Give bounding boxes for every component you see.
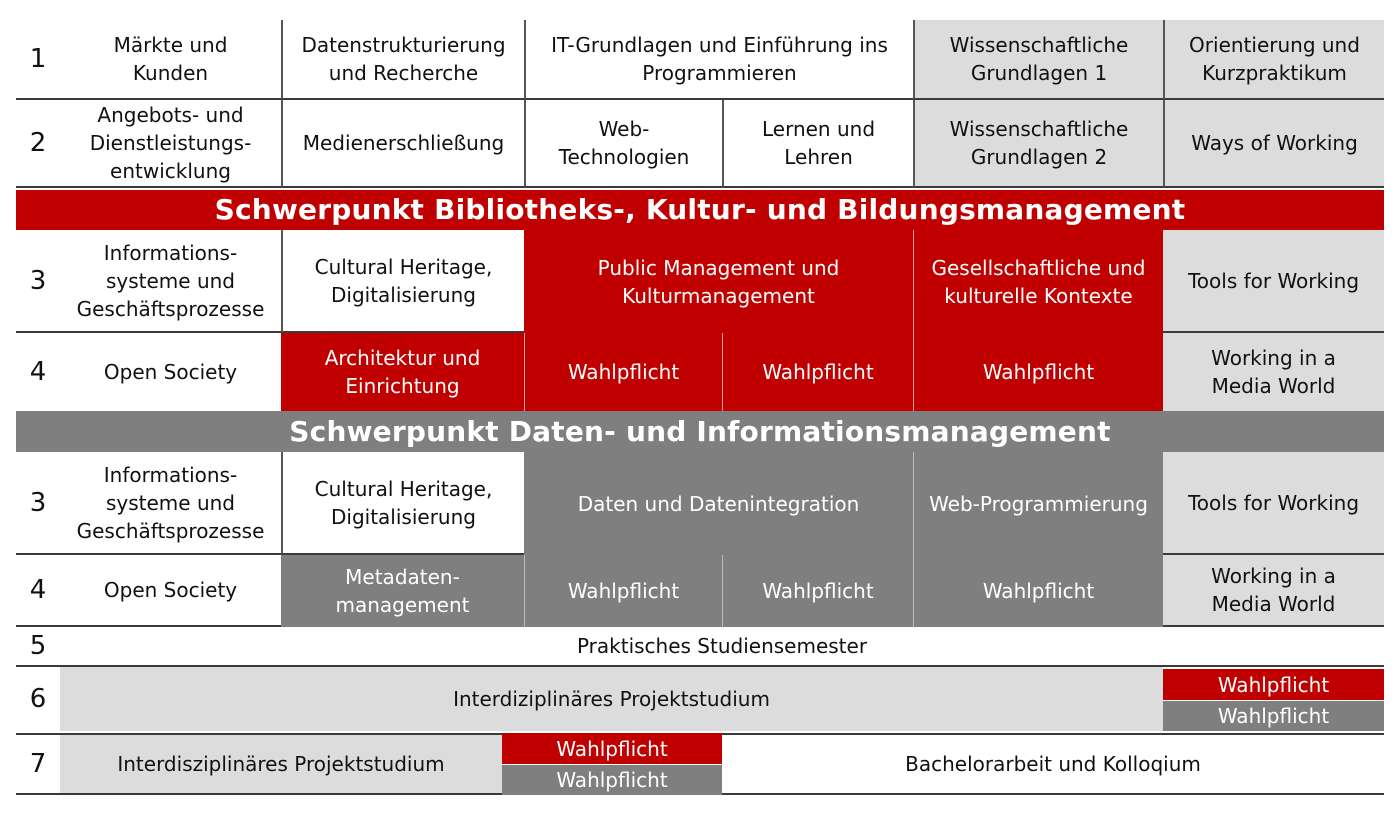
module-open-society: Open Society — [60, 333, 281, 411]
module-wahlpflicht: Wahlpflicht — [722, 333, 913, 411]
section-header-datenmanagement: Schwerpunkt Daten- und Informationsmanagement — [16, 411, 1384, 452]
module-architektur: Architektur und Einrichtung — [281, 333, 524, 411]
module-wahlpflicht: Wahlpflicht — [1163, 701, 1384, 731]
module-cultural-heritage: Cultural Heritage, Digitalisierung — [281, 230, 524, 333]
semester-number: 4 — [16, 555, 60, 627]
module-open-society: Open Society — [60, 555, 281, 627]
module-ways-of-working: Ways of Working — [1163, 100, 1384, 188]
module-wissenschaftliche-grundlagen-2: Wissenschaftliche Grundlagen 2 — [913, 100, 1163, 188]
module-metadatenmanagement: Metadaten- management — [281, 555, 524, 627]
module-projektstudium: Interdisziplinäres Projektstudium — [60, 733, 502, 795]
module-wahlpflicht: Wahlpflicht — [722, 555, 913, 627]
module-tools-for-working: Tools for Working — [1163, 230, 1384, 333]
module-wahlpflicht: Wahlpflicht — [913, 333, 1163, 411]
module-wahlpflicht: Wahlpflicht — [502, 733, 722, 764]
module-web-programmierung: Web-Programmierung — [913, 452, 1163, 555]
module-wahlpflicht: Wahlpflicht — [913, 555, 1163, 627]
module-public-management: Public Management und Kulturmanagement — [524, 230, 913, 333]
module-tools-for-working: Tools for Working — [1163, 452, 1384, 555]
section-header-bibliotheksmanagement: Schwerpunkt Bibliotheks-, Kultur- und Bildungsmanagement — [16, 190, 1384, 230]
module-medienerschliessung: Medienerschließung — [281, 100, 524, 188]
semester-number: 3 — [16, 230, 60, 333]
module-lernen-und-lehren: Lernen und Lehren — [722, 100, 913, 188]
semester-number: 6 — [16, 667, 60, 731]
module-wahlpflicht: Wahlpflicht — [524, 333, 722, 411]
module-projektstudium: Interdiziplinäres Projektstudium — [60, 667, 1163, 731]
module-informationssysteme: Informations- systeme und Geschäftsprozesse — [60, 230, 281, 333]
module-orientierung: Orientierung und Kurzpraktikum — [1163, 20, 1384, 100]
module-informationssysteme: Informations- systeme und Geschäftsprozesse — [60, 452, 281, 555]
semester-number: 2 — [16, 100, 60, 188]
module-it-grundlagen: IT-Grundlagen und Einführung ins Programmieren — [524, 20, 913, 100]
module-bachelorarbeit: Bachelorarbeit und Kolloqium — [722, 733, 1384, 795]
module-angebotsentwicklung: Angebots- und Dienstleistungs- entwicklung — [60, 100, 281, 188]
module-daten-und-datenintegration: Daten und Datenintegration — [524, 452, 913, 555]
module-wahlpflicht: Wahlpflicht — [502, 765, 722, 795]
module-datenstrukturierung: Datenstrukturierung und Recherche — [281, 20, 524, 100]
module-wahlpflicht: Wahlpflicht — [524, 555, 722, 627]
semester-number: 4 — [16, 333, 60, 411]
module-web-technologien: Web- Technologien — [524, 100, 722, 188]
module-wissenschaftliche-grundlagen-1: Wissenschaftliche Grundlagen 1 — [913, 20, 1163, 100]
semester-number: 1 — [16, 20, 60, 100]
semester-number: 5 — [16, 627, 60, 667]
semester-number: 7 — [16, 733, 60, 795]
semester-number: 3 — [16, 452, 60, 555]
module-cultural-heritage: Cultural Heritage, Digitalisierung — [281, 452, 524, 555]
module-working-in-media-world: Working in a Media World — [1163, 333, 1384, 411]
module-gesellschaftliche-kontexte: Gesellschaftliche und kulturelle Kontexte — [913, 230, 1163, 333]
module-wahlpflicht: Wahlpflicht — [1163, 669, 1384, 700]
module-praktisches-studiensemester: Praktisches Studiensemester — [60, 627, 1384, 667]
module-working-in-media-world: Working in a Media World — [1163, 555, 1384, 627]
module-maerkte-und-kunden: Märkte und Kunden — [60, 20, 281, 100]
